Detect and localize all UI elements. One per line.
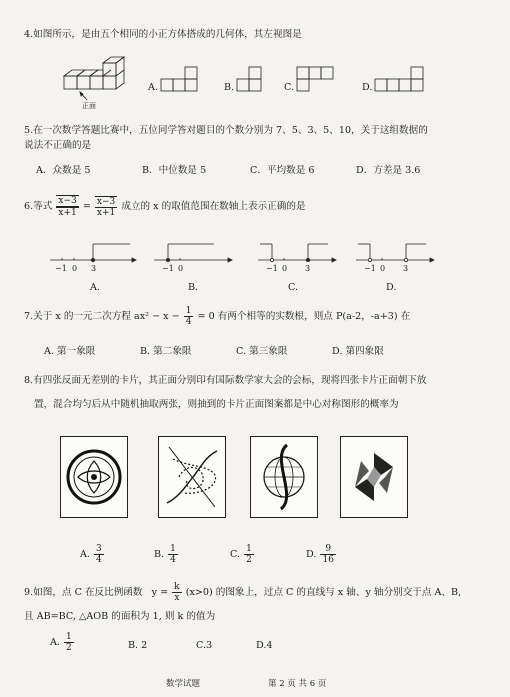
q9-option-a-label: A. (50, 637, 60, 648)
q8-option-a-fraction (94, 544, 104, 565)
q6-prefix: 6.等式 (24, 201, 53, 212)
q6-a-label-3: 3 (91, 264, 97, 273)
q6-b-label-neg1: −1 (162, 264, 174, 273)
q6-d-label-neg1: −1 (364, 264, 376, 273)
q6-lhs-den: x+1 (58, 208, 77, 218)
q6-c-label-neg1: −1 (266, 264, 278, 273)
q6-suffix: 成立的 x 的取值范围在数轴上表示正确的是 (121, 201, 306, 212)
q8-option-a-label: A. (80, 549, 90, 560)
q8-line2: 置，混合均匀后从中随机抽取两张，则抽到的卡片正面图案都是中心对称图形的概率为 (34, 399, 399, 410)
q7-option-d[interactable]: D. 第四象限 (332, 346, 384, 357)
q6-stem (24, 195, 306, 218)
q6-rhs-num: x−3 (96, 196, 116, 207)
q6-b-label-0: 0 (178, 264, 184, 273)
q4-option-a[interactable]: A. (148, 82, 158, 93)
q5-option-a[interactable]: A．众数是 5 (36, 165, 91, 176)
q7-frac-den: 4 (185, 317, 192, 327)
q5-option-b[interactable]: B．中位数是 5 (142, 165, 207, 176)
q8-option-d-num: 9 (320, 544, 335, 555)
q8-option-c-num: 1 (246, 544, 252, 554)
q8-option-d-fraction (320, 544, 335, 565)
q4-option-c[interactable]: C. (284, 82, 295, 93)
q7-text-before: 7.关于 x 的一元二次方程 ax² − x − (24, 311, 180, 322)
q9-option-b[interactable]: B. 2 (128, 640, 148, 651)
q8-card-3 (250, 436, 318, 518)
q9-option-a-den: 2 (66, 643, 72, 653)
q8-option-a[interactable] (80, 544, 105, 565)
q4-front-label: 正面 (82, 102, 96, 110)
q9-option-c[interactable]: C.3 (196, 640, 213, 651)
q8-option-d-den: 16 (322, 555, 334, 565)
q6-d-label-0: 0 (380, 264, 386, 273)
q8-option-b[interactable] (154, 544, 179, 565)
q8-card-4 (340, 436, 408, 518)
q6-option-b[interactable]: B. (188, 282, 199, 293)
q9-fraction (172, 582, 181, 603)
q7-text-after: = 0 有两个相等的实数根，则点 P(a-2，-a+3) 在 (197, 311, 411, 322)
q6-option-d[interactable]: D. (386, 282, 397, 293)
q4-option-b[interactable]: B. (224, 82, 235, 93)
q6-c-label-3: 3 (305, 264, 311, 273)
q9-frac-num: k (174, 582, 180, 592)
q8-option-a-num: 3 (96, 544, 102, 554)
q8-option-a-den: 4 (96, 555, 102, 565)
q8-card-3-emblem (251, 437, 317, 517)
q7-fraction (184, 306, 194, 327)
q8-card-2-emblem (159, 437, 225, 517)
q9-option-a-fraction (64, 632, 74, 653)
q7-option-b[interactable]: B. 第二象限 (140, 346, 192, 357)
q9-func-y: y = (151, 587, 169, 598)
q5-line2: 说法不正确的是 (24, 140, 92, 151)
q9-text-after: (x>0) 的图象上，过点 C 的直线与 x 轴、y 轴分别交于点 A、B, (185, 587, 462, 598)
footer-page-number: 第 2 页 共 6 页 (268, 679, 327, 689)
q7-option-c[interactable]: C. 第三象限 (236, 346, 288, 357)
q6-lhs-num: x−3 (58, 196, 77, 206)
q8-line1: 8.有四张反面无差别的卡片，其正面分别印有国际数学家大会的会标，现将四张卡片正面朝下放 (24, 375, 427, 386)
q6-d-label-3: 3 (403, 264, 409, 273)
q6-rhs-fraction (95, 196, 117, 218)
q8-option-c-label: C. (230, 549, 241, 560)
q4-view-d (374, 62, 434, 96)
q7-frac-num: 1 (185, 306, 192, 316)
q8-option-d-label: D. (306, 549, 317, 560)
q8-option-c-fraction (244, 544, 254, 565)
q8-option-b-fraction (168, 544, 178, 565)
q4-view-a (160, 62, 210, 96)
q4-view-c (296, 62, 346, 96)
q6-a-label-0: 0 (72, 264, 78, 273)
q8-option-b-label: B. (154, 549, 165, 560)
q6-c-label-0: 0 (282, 264, 288, 273)
q4-view-b (236, 62, 276, 96)
q8-card-1-emblem (61, 437, 127, 517)
q6-lhs-fraction (56, 195, 78, 218)
q5-line1: 5.在一次数学答题比赛中，五位同学答对题目的个数分别为 7、5、3、5、10，关于这组数据的 (24, 125, 428, 136)
q9-frac-den: x (174, 593, 180, 603)
q8-card-4-emblem (341, 437, 407, 517)
q6-rhs-den: x+1 (96, 207, 116, 218)
q6-option-a[interactable]: A. (90, 282, 100, 293)
q8-card-2 (158, 436, 226, 518)
q7-stem (24, 306, 410, 327)
q8-option-b-num: 1 (170, 544, 176, 554)
q5-option-c[interactable]: C．平均数是 6 (250, 165, 315, 176)
q4-stem: 4.如图所示，是由五个相同的小正方体搭成的几何体，其左视图是 (24, 29, 302, 40)
q5-option-d[interactable]: D．方差是 3.6 (356, 165, 421, 176)
q4-solid-figure (56, 46, 134, 106)
q9-option-d[interactable]: D.4 (256, 640, 273, 651)
q8-option-c-den: 2 (246, 555, 252, 565)
q6-a-label-neg1: −1 (55, 264, 67, 273)
q6-option-c[interactable]: C. (288, 282, 299, 293)
q9-option-a[interactable] (50, 632, 75, 653)
q8-option-d[interactable] (306, 544, 337, 565)
q9-stem (24, 582, 461, 603)
footer-subject: 数学试题 (166, 679, 201, 689)
q7-option-a[interactable]: A. 第一象限 (44, 346, 96, 357)
q8-option-b-den: 4 (170, 555, 176, 565)
q9-option-a-num: 1 (66, 632, 72, 642)
q9-line2: 且 AB=BC, △AOB 的面积为 1, 则 k 的值为 (24, 611, 216, 622)
q8-card-1 (60, 436, 128, 518)
q8-option-c[interactable] (230, 544, 255, 565)
q6-equals: = (82, 201, 91, 212)
q9-text-before: 9.如图，点 C 在反比例函数 (24, 587, 143, 598)
q4-option-d[interactable]: D. (362, 82, 373, 93)
